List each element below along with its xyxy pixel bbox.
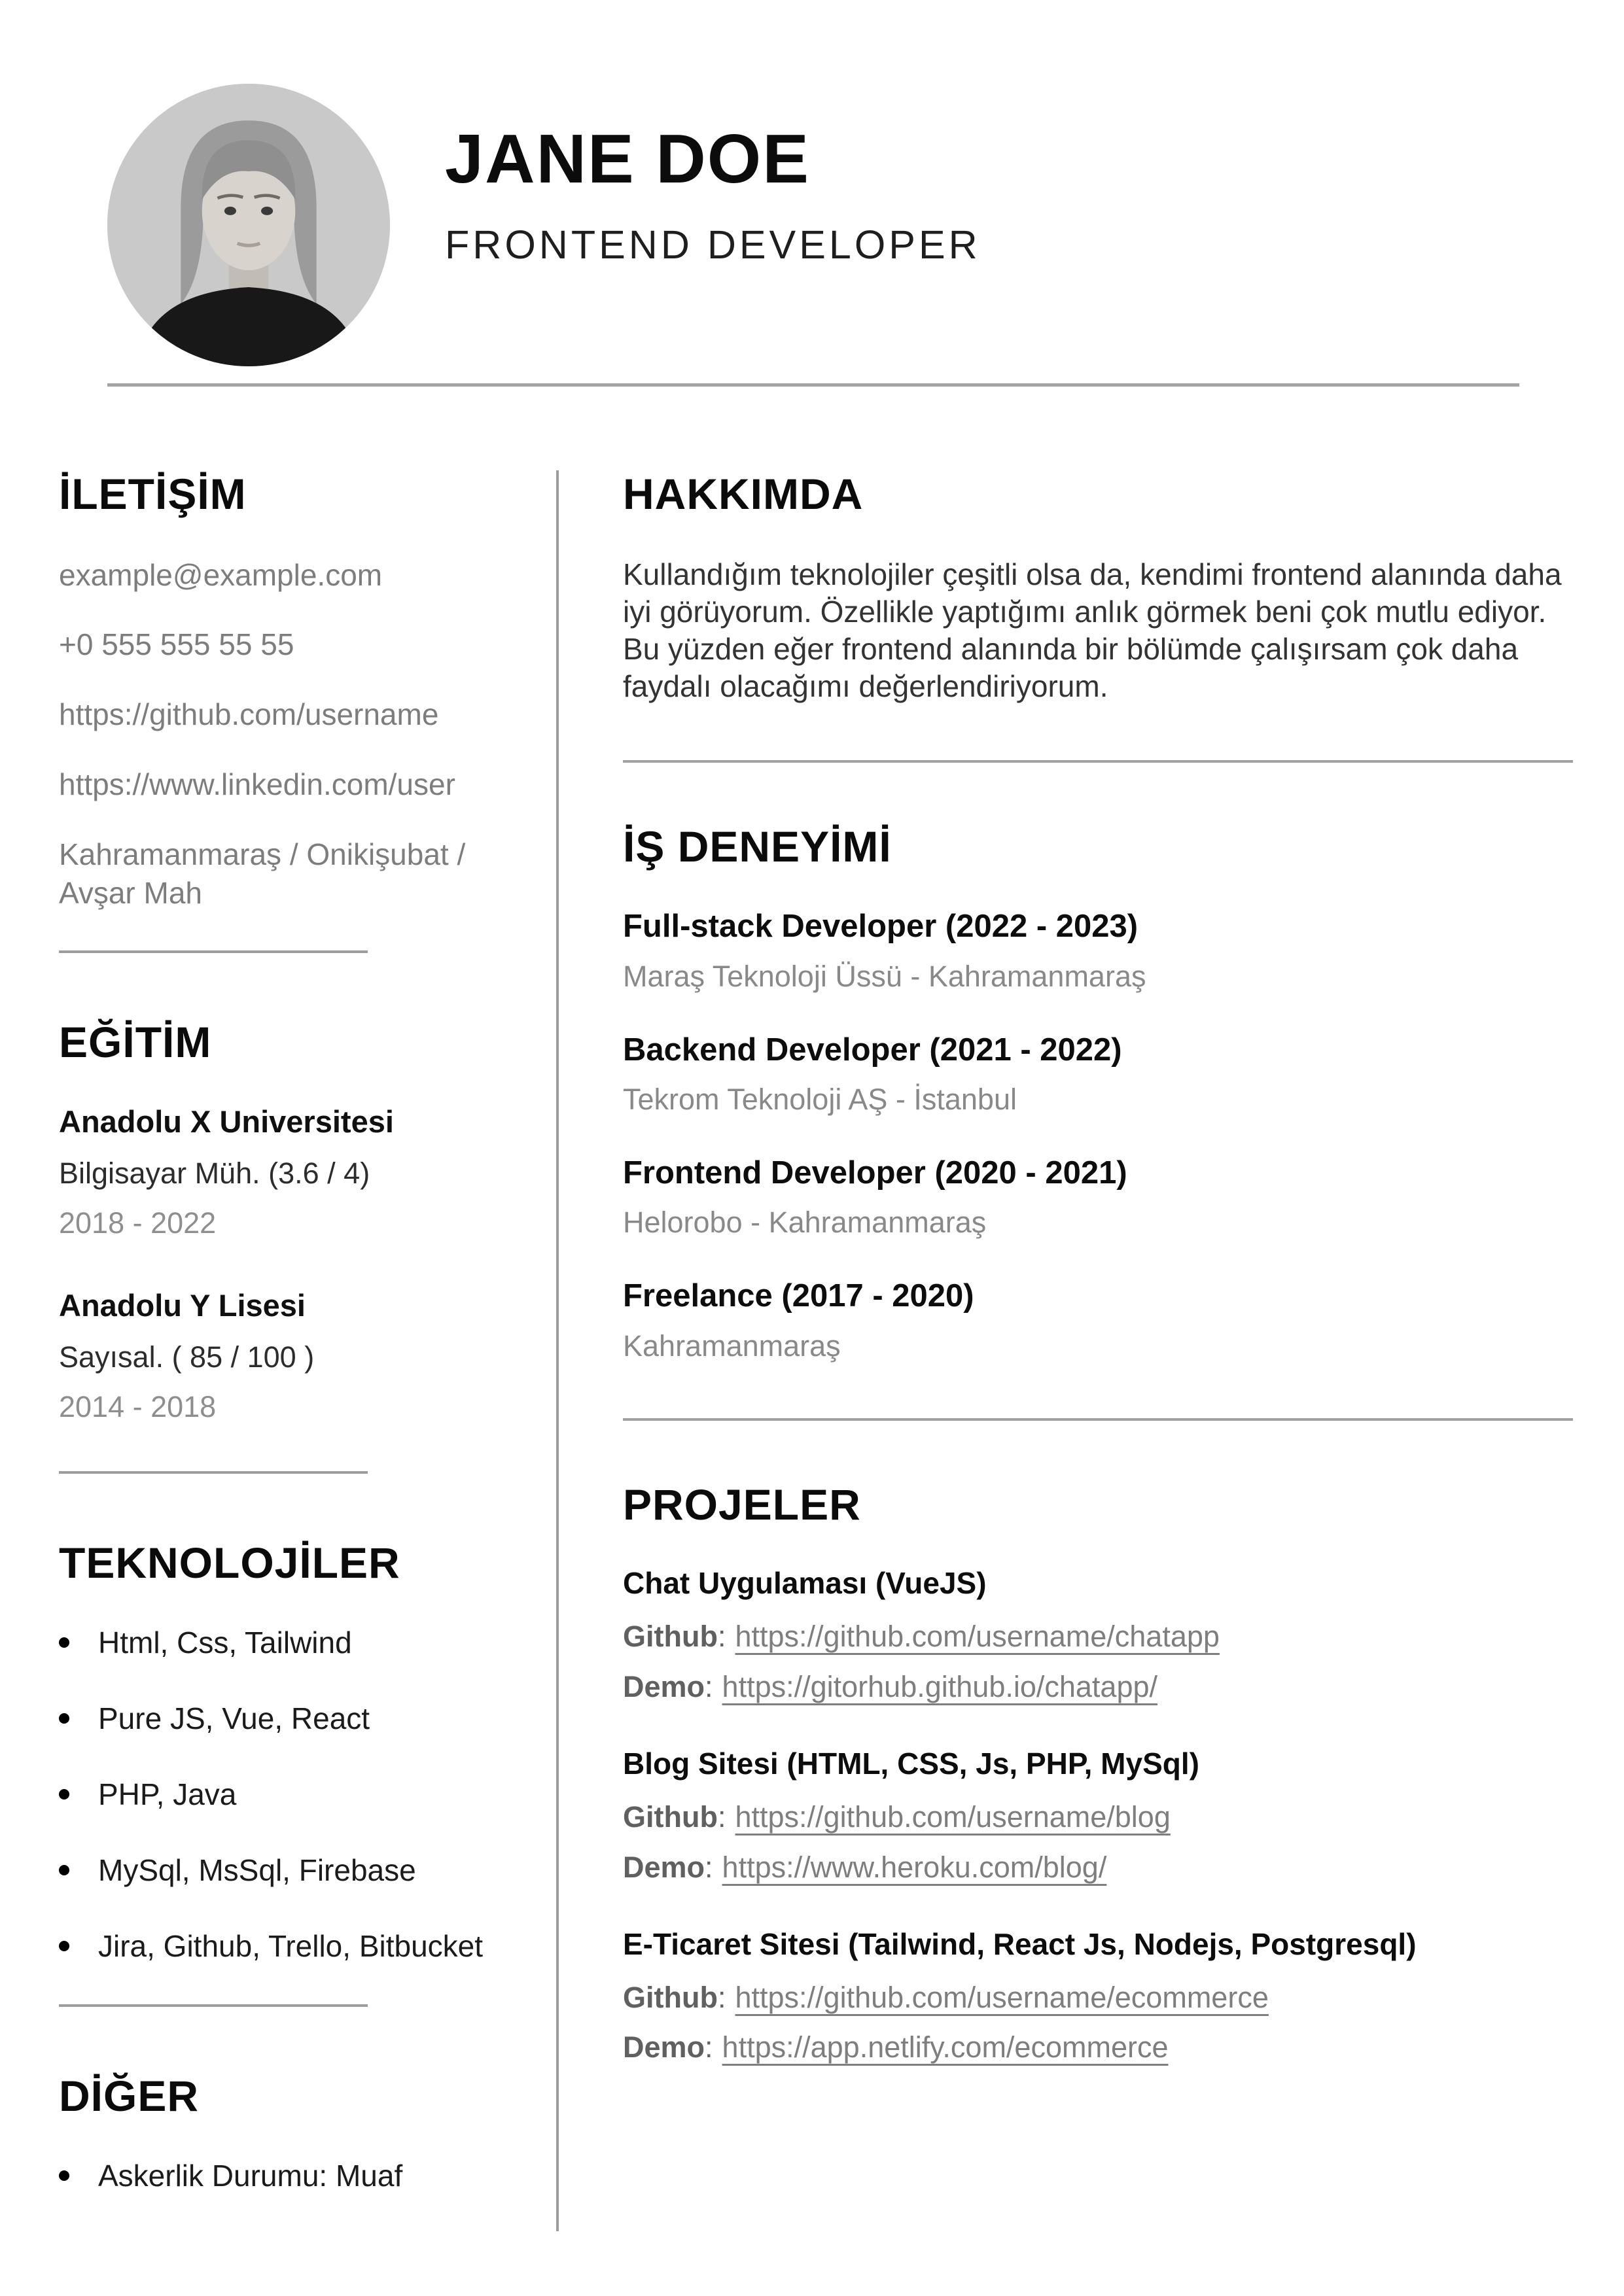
project-title: Chat Uygulaması (VueJS) xyxy=(623,1566,987,1601)
bullet-icon xyxy=(59,2170,69,2181)
technology-label: MySql, MsSql, Firebase xyxy=(98,1853,416,1888)
project-title: Blog Sitesi (HTML, CSS, Js, PHP, MySql) xyxy=(623,1747,1199,1781)
contact-email: example@example.com xyxy=(59,557,383,592)
about-section xyxy=(623,470,1573,705)
experience-section xyxy=(623,823,1573,1363)
demo-link[interactable]: https://www.heroku.com/blog/ xyxy=(722,1850,1107,1884)
sidebar-divider xyxy=(59,2004,368,2007)
project-demo-line xyxy=(623,1849,1573,1887)
list-item xyxy=(59,1777,517,1812)
job-title: Full-stack Developer (2022 - 2023) xyxy=(623,909,1139,945)
technology-label: Jira, Github, Trello, Bitbucket xyxy=(98,1929,484,1964)
degree: Sayısal. ( 85 / 100 ) xyxy=(59,1340,315,1374)
bullet-icon xyxy=(59,1713,69,1724)
demo-label: Demo xyxy=(623,1669,705,1703)
education-years: 2018 - 2022 xyxy=(59,1206,217,1240)
job-company: Maraş Teknoloji Üssü - Kahramanmaraş xyxy=(623,959,1146,993)
main-divider xyxy=(623,1418,1573,1421)
sidebar xyxy=(59,470,517,2234)
job-title: Backend Developer (2021 - 2022) xyxy=(623,1032,1122,1068)
colon: : xyxy=(717,1980,726,2014)
contact-section xyxy=(59,470,517,913)
education-entry xyxy=(59,1287,517,1424)
github-link[interactable]: https://github.com/username/ecommerce xyxy=(735,1980,1269,2014)
other-label: Askerlik Durumu: Muaf xyxy=(98,2158,403,2193)
project-entry xyxy=(623,1747,1573,1887)
education-entry xyxy=(59,1104,517,1240)
education-years: 2014 - 2018 xyxy=(59,1390,217,1424)
job-title: Freelance (2017 - 2020) xyxy=(623,1278,974,1314)
list-item xyxy=(59,1625,517,1660)
job-company: Tekrom Teknoloji AŞ - İstanbul xyxy=(623,1083,1017,1116)
job-company: Helorobo - Kahramanmaraş xyxy=(623,1206,987,1240)
other-section xyxy=(59,2072,517,2193)
project-entry xyxy=(623,1927,1573,2067)
job-entry xyxy=(623,908,1573,993)
colon: : xyxy=(717,1800,726,1834)
contact-github-url: https://github.com/username xyxy=(59,697,439,732)
header-divider xyxy=(107,383,1519,387)
person-name: JANE DOE xyxy=(445,120,810,198)
colon: : xyxy=(705,2030,713,2064)
projects-section xyxy=(623,1481,1573,2067)
project-github-line xyxy=(623,1798,1573,1837)
about-text: Kullandığım teknolojiler çeşitli olsa da, kendimi frontend alanında daha iyi görüyorum. Özellikle yaptığımı anlık görmek beni çok mutlu ediyor. Bu yüzden eğer frontend alanında bir bölümde çalışırsam çok daha faydalı olacağımı değerlendiriyorum. xyxy=(623,557,1562,703)
demo-label: Demo xyxy=(623,1850,705,1884)
project-demo-line xyxy=(623,1668,1573,1707)
column-divider xyxy=(556,470,559,2231)
bullet-icon xyxy=(59,1637,69,1648)
sidebar-divider xyxy=(59,1471,368,1474)
technology-label: Html, Css, Tailwind xyxy=(98,1626,352,1660)
header xyxy=(0,0,1624,366)
bullet-icon xyxy=(59,1789,69,1800)
other-heading: DİĞER xyxy=(59,2072,200,2121)
list-item xyxy=(59,2158,517,2193)
school-name: Anadolu Y Lisesi xyxy=(59,1288,306,1323)
technology-label: PHP, Java xyxy=(98,1777,237,1812)
github-link[interactable]: https://github.com/username/chatapp xyxy=(735,1620,1220,1654)
job-entry xyxy=(623,1032,1573,1117)
demo-label: Demo xyxy=(623,2030,705,2064)
technology-label: Pure JS, Vue, React xyxy=(98,1701,370,1736)
demo-link[interactable]: https://gitorhub.github.io/chatapp/ xyxy=(722,1669,1158,1703)
contact-heading: İLETİŞİM xyxy=(59,470,247,518)
project-github-line xyxy=(623,1618,1573,1656)
project-entry xyxy=(623,1566,1573,1706)
project-github-line xyxy=(623,1979,1573,2017)
main-content xyxy=(623,470,1573,2234)
colon: : xyxy=(717,1620,726,1654)
technologies-heading: TEKNOLOJİLER xyxy=(59,1539,400,1588)
portrait-illustration xyxy=(107,84,390,366)
technologies-section xyxy=(59,1539,517,1964)
job-entry xyxy=(623,1278,1573,1363)
main-divider xyxy=(623,760,1573,763)
contact-linkedin-url: https://www.linkedin.com/user xyxy=(59,767,455,802)
github-label: Github xyxy=(623,1800,718,1834)
person-job-title: FRONTEND DEVELOPER xyxy=(445,222,981,267)
bullet-icon xyxy=(59,1941,69,1951)
github-link[interactable]: https://github.com/username/blog xyxy=(735,1800,1171,1834)
name-block xyxy=(445,84,981,265)
colon: : xyxy=(705,1850,713,1884)
project-demo-line xyxy=(623,2028,1573,2067)
school-name: Anadolu X Universitesi xyxy=(59,1104,394,1139)
about-heading: HAKKIMDA xyxy=(623,470,864,518)
list-item xyxy=(59,1852,517,1888)
demo-link[interactable]: https://app.netlify.com/ecommerce xyxy=(722,2030,1169,2064)
projects-heading: PROJELER xyxy=(623,1480,861,1529)
education-section xyxy=(59,1018,517,1425)
content-columns xyxy=(0,470,1624,2234)
job-company: Kahramanmaraş xyxy=(623,1329,841,1363)
education-heading: EĞİTİM xyxy=(59,1017,212,1066)
contact-phone: +0 555 555 55 55 xyxy=(59,627,294,662)
other-list xyxy=(59,2158,517,2193)
contact-address: Kahramanmaraş / Onikişubat / Avşar Mah xyxy=(59,837,466,910)
job-title: Frontend Developer (2020 - 2021) xyxy=(623,1155,1127,1191)
bullet-icon xyxy=(59,1865,69,1875)
job-entry xyxy=(623,1155,1573,1240)
project-title: E-Ticaret Sitesi (Tailwind, React Js, Nodejs, Postgresql) xyxy=(623,1927,1417,1962)
colon: : xyxy=(705,1669,713,1703)
degree: Bilgisayar Müh. (3.6 / 4) xyxy=(59,1157,370,1191)
experience-heading: İŞ DENEYİMİ xyxy=(623,822,892,871)
list-item xyxy=(59,1701,517,1736)
github-label: Github xyxy=(623,1620,718,1654)
list-item xyxy=(59,1928,517,1964)
github-label: Github xyxy=(623,1980,718,2014)
technologies-list xyxy=(59,1625,517,1964)
sidebar-divider xyxy=(59,950,368,953)
profile-photo xyxy=(107,84,390,366)
